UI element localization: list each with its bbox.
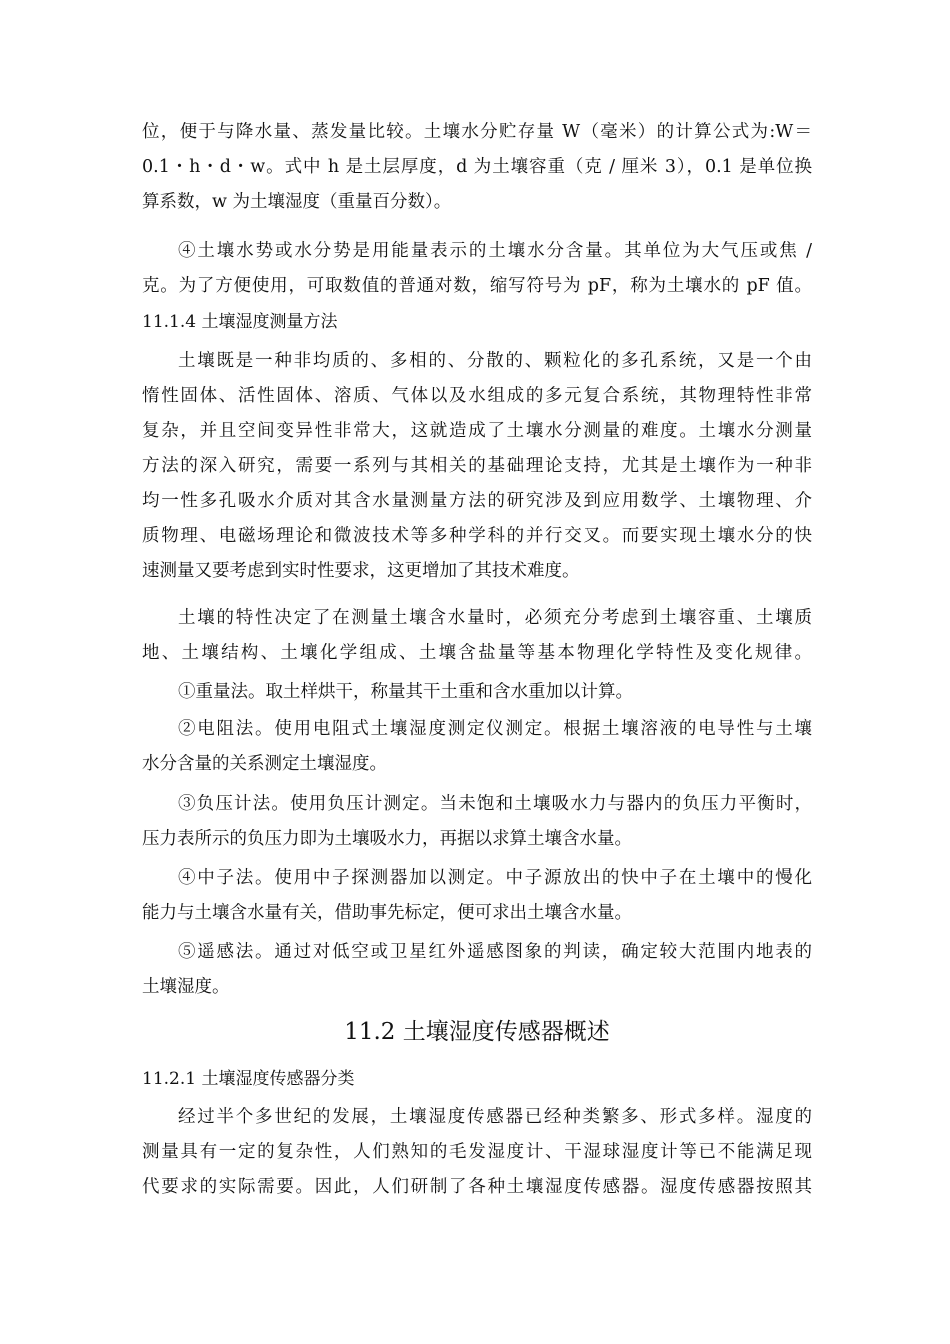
- method-remote-sensing: [142, 935, 812, 1005]
- text-line: 惰性固体、活性固体、溶质、气体以及水组成的多元复合系统，其物理特性非常: [142, 386, 812, 406]
- heading-11-2-1: [142, 1062, 812, 1097]
- paragraph-storage-formula: [142, 115, 812, 220]
- paragraph-soil-system: [142, 344, 812, 589]
- method-neutron: [142, 861, 812, 931]
- method-gravimetric: [142, 675, 812, 710]
- text-line: 能力与土壤含水量有关，借助事先标定，便可求出土壤含水量。: [142, 903, 632, 923]
- paragraph-soil-properties: [142, 601, 812, 671]
- text-line: 土壤湿度。: [142, 977, 230, 997]
- text-line: ②电阻法。使用电阻式土壤湿度测定仪测定。根据土壤溶液的电导性与土壤: [178, 719, 812, 739]
- text-line: 水分含量的关系测定土壤湿度。: [142, 754, 387, 774]
- text-line: 速测量又要考虑到实时性要求，这更增加了其技术难度。: [142, 561, 580, 581]
- text-line: ④土壤水势或水分势是用能量表示的土壤水分含量。其单位为大气压或焦 /: [178, 241, 812, 261]
- subsection-heading: 11.2.1 土壤湿度传感器分类: [142, 1069, 355, 1089]
- text-line: 测量具有一定的复杂性，人们熟知的毛发湿度计、干湿球湿度计等已不能满足现: [142, 1142, 812, 1162]
- paragraph-sensor-overview: [142, 1100, 812, 1205]
- text-line: ③负压计法。使用负压计测定。当未饱和土壤吸水力与器内的负压力平衡时，: [178, 794, 812, 814]
- text-line: 质物理、电磁场理论和微波技术等多种学科的并行交叉。而要实现土壤水分的快: [142, 526, 812, 546]
- text-line: 复杂，并且空间变异性非常大，这就造成了土壤水分测量的难度。土壤水分测量: [142, 421, 812, 441]
- section-title: 11.2 土壤湿度传感器概述: [344, 1019, 610, 1045]
- text-line: ⑤遥感法。通过对低空或卫星红外遥感图象的判读，确定较大范围内地表的: [178, 942, 812, 962]
- text-line: 方法的深入研究，需要一系列与其相关的基础理论支持，尤其是土壤作为一种非: [142, 456, 812, 476]
- section-11-2: [142, 1008, 812, 1056]
- paragraph-water-potential: [142, 234, 812, 304]
- text-line: 代要求的实际需要。因此，人们研制了各种土壤湿度传感器。湿度传感器按照其: [142, 1177, 812, 1197]
- text-line: 地、土壤结构、土壤化学组成、土壤含盐量等基本物理化学特性及变化规律。: [142, 643, 812, 663]
- text-line: 压力表所示的负压力即为土壤吸水力，再据以求算土壤含水量。: [142, 829, 632, 849]
- text-line: 经过半个多世纪的发展，土壤湿度传感器已经种类繁多、形式多样。湿度的: [178, 1107, 812, 1127]
- text-line: 土壤既是一种非均质的、多相的、分散的、颗粒化的多孔系统，又是一个由: [178, 351, 812, 371]
- text-line: 均一性多孔吸水介质对其含水量测量方法的研究涉及到应用数学、土壤物理、介: [142, 491, 812, 511]
- text-line: ④中子法。使用中子探测器加以测定。中子源放出的快中子在土壤中的慢化: [178, 868, 812, 888]
- subsection-heading: 11.1.4 土壤湿度测量方法: [142, 312, 338, 332]
- text-line: 土壤的特性决定了在测量土壤含水量时，必须充分考虑到土壤容重、土壤质: [178, 608, 812, 628]
- text-line: 算系数，w 为土壤湿度（重量百分数）。: [142, 192, 452, 212]
- method-resistance: [142, 712, 812, 782]
- text-line: 克。为了方便使用，可取数值的普通对数，缩写符号为 pF，称为土壤水的 pF 值。: [142, 276, 812, 296]
- text-line: ①重量法。取土样烘干，称量其干土重和含水重加以计算。: [178, 682, 633, 702]
- text-line: 0.1・h・d・w。式中 h 是土层厚度，d 为土壤容重（克 / 厘米 3），0.1 是单位换: [142, 157, 812, 177]
- method-tensiometer: [142, 787, 812, 857]
- text-line: 位，便于与降水量、蒸发量比较。土壤水分贮存量 W（毫米）的计算公式为:W＝: [142, 122, 812, 142]
- heading-11-1-4: [142, 305, 812, 340]
